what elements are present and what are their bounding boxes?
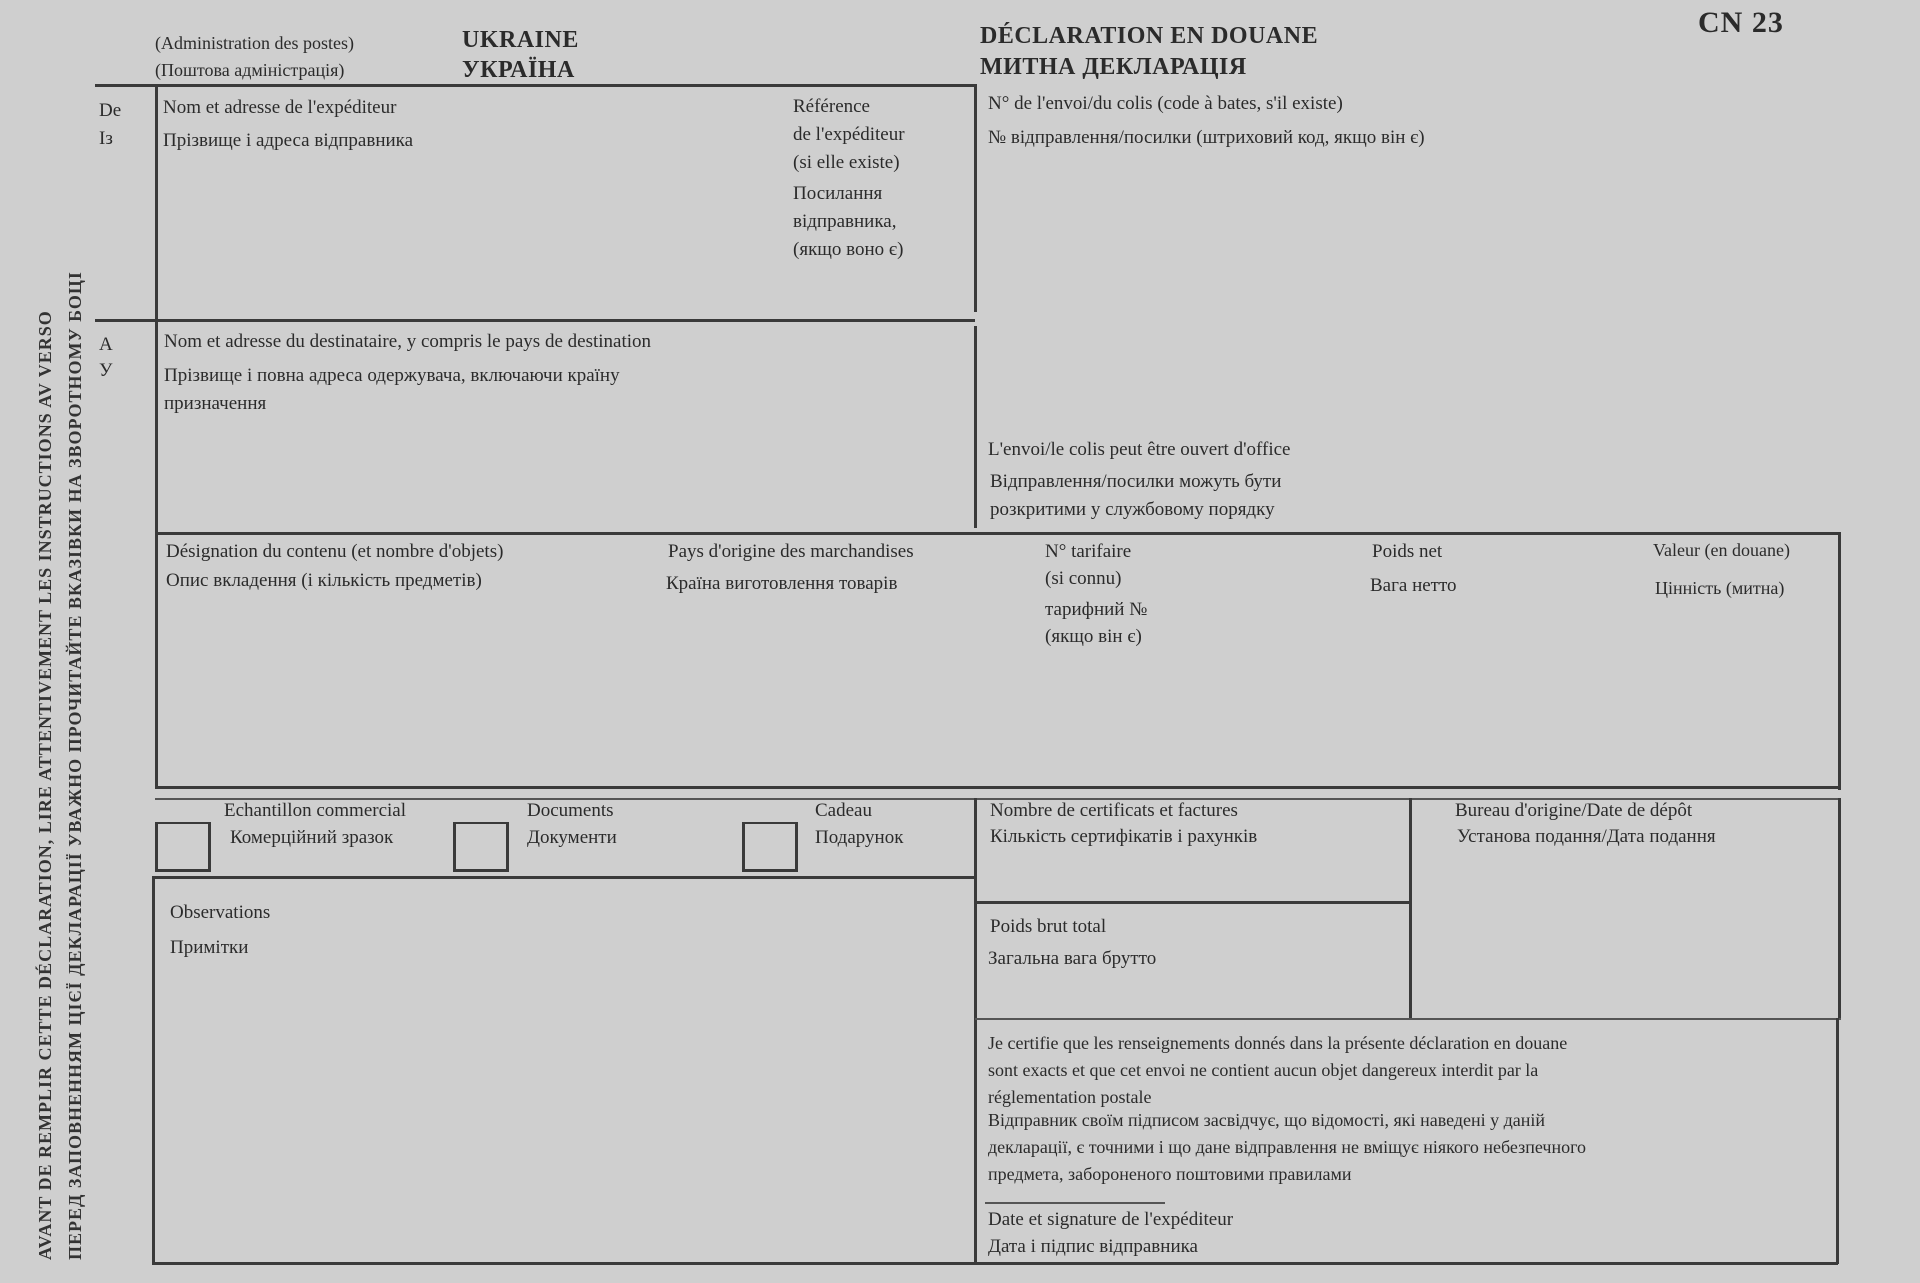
tariff-number-label: N° tarifaire (si connu) тарифний № (якщо він є) bbox=[1045, 541, 1148, 647]
categories-bottom-rule bbox=[152, 876, 974, 879]
contents-top-rule bbox=[155, 532, 1841, 535]
recipient-label-uk-1: Прізвище і повна адреса одержувача, включаючи країну bbox=[164, 365, 620, 386]
commercial-sample-label-uk: Комерційний зразок bbox=[230, 827, 394, 848]
gift-label-fr: Cadeau bbox=[815, 800, 872, 821]
net-weight-uk: Вага нетто bbox=[1370, 575, 1457, 596]
item-number-label-fr: N° de l'envoi/du colis (code à bates, s'il existe) bbox=[988, 93, 1343, 114]
recipient-label-uk-2: призначення bbox=[164, 393, 267, 414]
recipient-label-fr: Nom et adresse du destinataire, y compris le pays de destination bbox=[164, 331, 652, 352]
documents-checkbox[interactable] bbox=[453, 822, 509, 872]
signature-rule bbox=[985, 1202, 1165, 1204]
gift-label-uk: Подарунок bbox=[815, 827, 904, 848]
declaration-title-uk: МИТНА ДЕКЛАРАЦІЯ bbox=[980, 54, 1247, 80]
country-name-fr: UKRAINE bbox=[462, 27, 579, 53]
side-notice-fr: AVANT DE REMPLIR CETTE DÉCLARATION, LIRE ATTENTIVEMENT LES INSTRUCTIONS AV VERSO bbox=[35, 310, 55, 1260]
sender-label-fr: Nom et adresse de l'expéditeur bbox=[163, 97, 397, 118]
side-notice-uk: ПЕРЕД ЗАПОВНЕННЯМ ЦІЄЇ ДЕКЛАРАЦІЇ УВАЖНО ПРОЧИТАЙТЕ ВКАЗІВКИ НА ЗВОРОТНОМУ БОЦІ bbox=[65, 271, 85, 1260]
origin-country-fr: Pays d'origine des marchandises bbox=[668, 541, 914, 562]
postal-admin-fr: (Administration des postes) bbox=[155, 33, 354, 53]
contents-designation-fr: Désignation du contenu (et nombre d'objets) bbox=[166, 541, 504, 562]
sender-divider bbox=[155, 86, 158, 322]
certification-statement-fr: Je certifie que les renseignements donnés dans la présente déclaration en douane sont exacts et que cet envoi ne contient aucun objet dangereux interdit par la réglementation postale bbox=[988, 1033, 1568, 1107]
origin-office-border bbox=[1409, 798, 1412, 1018]
certificates-count-label-uk: Кількість сертифікатів і рахунків bbox=[990, 826, 1258, 847]
commercial-sample-label-fr: Echantillon commercial bbox=[224, 800, 407, 821]
certificates-count-label-fr: Nombre de certificats et factures bbox=[990, 800, 1238, 821]
recipient-divider bbox=[155, 322, 158, 537]
sender-marker-uk: Із bbox=[99, 128, 113, 149]
sender-marker-fr: De bbox=[99, 100, 122, 121]
office-open-label-uk-1: Відправлення/посилки можуть бути bbox=[990, 471, 1282, 492]
documents-label-uk: Документи bbox=[527, 827, 617, 848]
recipient-right-border bbox=[974, 326, 977, 528]
certification-right-border bbox=[1836, 1018, 1839, 1264]
recipient-marker-uk: У bbox=[99, 360, 113, 381]
net-weight-fr: Poids net bbox=[1372, 541, 1443, 562]
commercial-sample-checkbox[interactable] bbox=[155, 822, 211, 872]
office-open-label-fr: L'envoi/le colis peut être ouvert d'office bbox=[988, 439, 1291, 460]
contents-bottom-rule bbox=[155, 786, 1841, 789]
gift-checkbox[interactable] bbox=[742, 822, 798, 872]
middle-column-border bbox=[974, 798, 977, 1264]
gross-weight-label-uk: Загальна вага брутто bbox=[988, 948, 1157, 969]
recipient-marker-fr: A bbox=[99, 334, 113, 355]
contents-left-border bbox=[155, 532, 158, 788]
side-instruction-notice bbox=[30, 110, 90, 1260]
contents-designation-uk: Опис вкладення (і кількість предметів) bbox=[166, 570, 482, 591]
sender-bottom-rule bbox=[95, 319, 975, 322]
declaration-title-fr: DÉCLARATION EN DOUANE bbox=[980, 23, 1319, 49]
certificates-bottom-rule bbox=[975, 901, 1411, 904]
certification-top-rule bbox=[975, 1018, 1841, 1020]
gross-weight-label-fr: Poids brut total bbox=[990, 916, 1107, 937]
observations-left-border bbox=[152, 876, 155, 1264]
observations-label-uk: Примітки bbox=[170, 937, 249, 958]
item-number-label-uk: № відправлення/посилки (штриховий код, якщо він є) bbox=[988, 127, 1425, 148]
documents-label-fr: Documents bbox=[527, 800, 614, 821]
observations-label-fr: Observations bbox=[170, 902, 271, 923]
customs-value-uk: Цінність (митна) bbox=[1655, 578, 1785, 598]
customs-value-fr: Valeur (en douane) bbox=[1653, 540, 1790, 560]
contents-right-border bbox=[1838, 532, 1841, 790]
certification-statement-uk: Відправник своїм підписом засвідчує, що відомості, які наведені у даній декларації, є точними і що дане відправлення не вміщує ніякого небезпечного предмета, забороненого поштовими правилами bbox=[988, 1110, 1587, 1184]
origin-office-label-uk: Установа подання/Дата подання bbox=[1457, 826, 1716, 847]
form-code: CN 23 bbox=[1698, 6, 1784, 39]
header-rule bbox=[95, 84, 975, 87]
sender-reference-label: Référence de l'expéditeur (si elle existe) Посилання відправника, (якщо воно є) bbox=[793, 96, 905, 260]
origin-country-uk: Країна виготовлення товарів bbox=[666, 573, 898, 594]
date-signature-label-fr: Date et signature de l'expéditeur bbox=[988, 1209, 1234, 1230]
postal-admin-uk: (Поштова адміністрація) bbox=[155, 60, 345, 80]
origin-office-label-fr: Bureau d'origine/Date de dépôt bbox=[1455, 800, 1693, 821]
origin-office-right-border bbox=[1838, 798, 1841, 1018]
country-name-uk: УКРАЇНА bbox=[462, 57, 575, 83]
date-signature-label-uk: Дата і підпис відправника bbox=[988, 1236, 1198, 1257]
sender-label-uk: Прізвище і адреса відправника bbox=[163, 130, 414, 151]
sender-right-border bbox=[974, 84, 977, 312]
form-bottom-rule bbox=[152, 1262, 1838, 1265]
office-open-label-uk-2: розкритими у службовому порядку bbox=[990, 499, 1275, 520]
